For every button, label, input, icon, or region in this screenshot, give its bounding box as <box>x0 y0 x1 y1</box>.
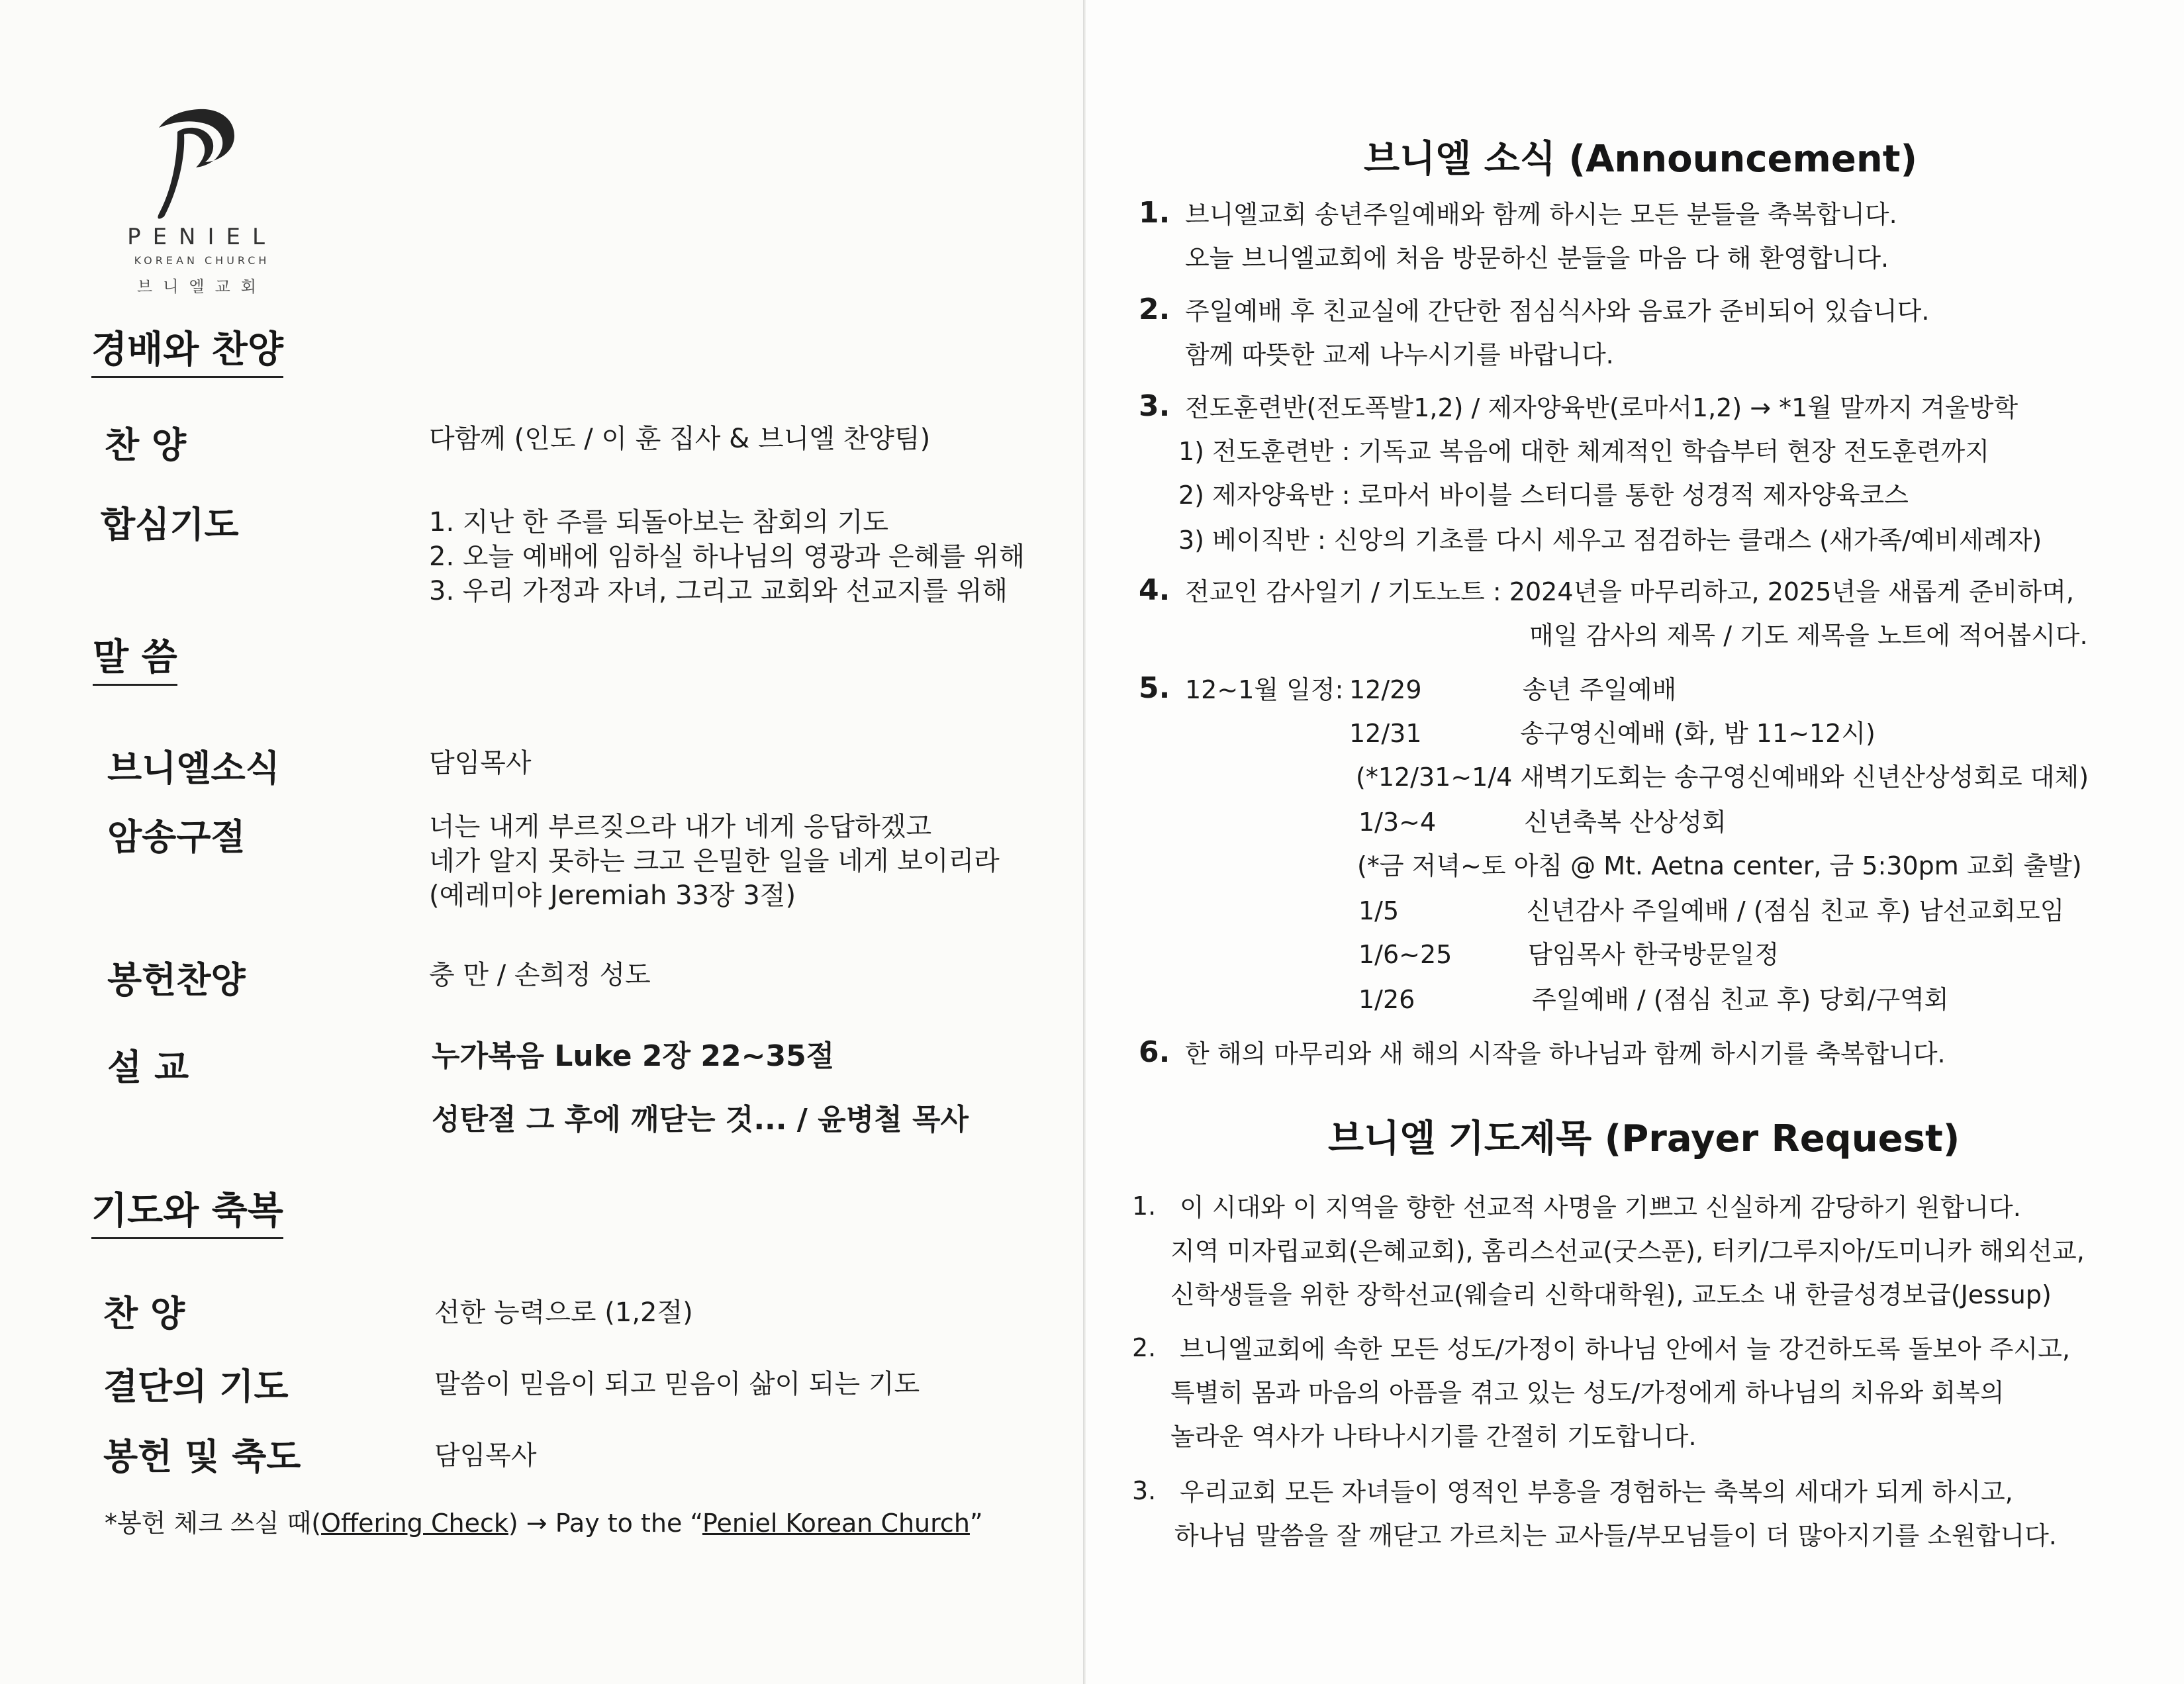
schedule-event-5: (*금 저녁~토 아침 @ Mt. Aetna center, 금 5:30pm 교회 출발) <box>1357 851 2082 880</box>
peniel-logo-icon <box>152 103 252 222</box>
announcement-1-line-2: 오늘 브니엘교회에 처음 방문하신 분들을 마음 다 해 환영합니다. <box>1185 244 1889 273</box>
section-prayer-blessing-heading: 기도와 축복 <box>91 1189 283 1239</box>
news-text: 담임목사 <box>429 748 532 778</box>
announcement-number-4: 4. <box>1139 573 1170 607</box>
announcement-2-line-2: 함께 따뜻한 교제 나누시기를 바랍니다. <box>1185 340 1614 369</box>
announcement-3-text: 전도훈련반(전도폭발1,2) / 제자양육반(로마서1,2) → *1월 말까지 겨울방학 <box>1185 393 2018 422</box>
hymn-text: 선한 능력으로 (1,2절) <box>434 1297 693 1328</box>
logo-korean: 브니엘교회 <box>137 277 267 296</box>
prayer-1-line-2: 지역 미자립교회(은혜교회), 홈리스선교(굿스푼), 터키/그루지아/도미니카 해외선교, <box>1170 1237 2085 1266</box>
logo-subtitle: KOREAN CHURCH <box>134 254 270 267</box>
hymn-label: 찬 양 <box>103 1293 185 1334</box>
blessing-text: 담임목사 <box>434 1440 537 1471</box>
schedule-date-6: 1/5 <box>1358 896 1400 925</box>
schedule-event-2: 송구영신예배 (화, 밤 11~12시) <box>1520 719 1875 748</box>
announcement-4-line-1: 전교인 감사일기 / 기도노트 : 2024년을 마무리하고, 2025년을 새롭게 준비하며, <box>1185 577 2075 606</box>
announcement-3-sub-2: 2) 제자양육반 : 로마서 바이블 스터디를 통한 성경적 제자양육코스 <box>1178 481 1909 510</box>
schedule-label: 12~1월 일정: <box>1185 675 1344 704</box>
announcement-title: 브니엘 소식 (Announcement) <box>1364 138 1918 181</box>
prayer-2-line-2: 특별히 몸과 마음의 아픔을 겪고 있는 성도/가정에게 하나님의 치유와 회복의 <box>1170 1378 2005 1407</box>
announcement-6-text: 한 해의 마무리와 새 해의 시작을 하나님과 함께 하시기를 축복합니다. <box>1185 1039 1946 1068</box>
praise-text: 다함께 (인도 / 이 훈 집사 & 브니엘 찬양팀) <box>429 424 931 454</box>
note-church-name: Peniel Korean Church <box>702 1509 970 1538</box>
announcement-3-sub-1: 1) 전도훈련반 : 기독교 복음에 대한 체계적인 학습부터 현장 전도훈련까지 <box>1178 437 1990 466</box>
schedule-event-8: 주일예배 / (점심 친교 후) 당회/구역회 <box>1532 985 1949 1014</box>
schedule-event-4: 신년축복 산상성회 <box>1524 808 1727 837</box>
schedule-date-1: 12/29 <box>1349 675 1422 704</box>
prayer-3-line-2: 하나님 말씀을 잘 깨닫고 가르치는 교사들/부모님들이 더 많아지기를 소원합니다. <box>1174 1521 2057 1550</box>
logo-name: PENIEL <box>127 224 277 250</box>
offering-song-label: 봉헌찬양 <box>107 959 246 1001</box>
announcement-number-6: 6. <box>1139 1035 1170 1069</box>
announcement-1-line-1: 브니엘교회 송년주일예배와 함께 하시는 모든 분들을 축복합니다. <box>1185 200 1897 229</box>
praise-label: 찬 양 <box>105 424 187 466</box>
prayer-3-line-1: 우리교회 모든 자녀들이 영적인 부흥을 경험하는 축복의 세대가 되게 하시고, <box>1180 1477 2013 1507</box>
prayer-number-2: 2. <box>1132 1333 1157 1362</box>
right-page <box>1086 0 2184 1684</box>
resolve-text: 말씀이 믿음이 되고 믿음이 삶이 되는 기도 <box>434 1369 920 1399</box>
announcement-number-2: 2. <box>1139 293 1170 326</box>
prayer-1-line-1: 이 시대와 이 지역을 향한 선교적 사명을 기쁘고 신실하게 감당하기 원합니다. <box>1180 1193 2021 1222</box>
note-prefix: *봉헌 체크 쓰실 때( <box>105 1509 322 1538</box>
note-offering-check: Offering Check <box>321 1509 508 1538</box>
prayer-item-3: 3. 우리 가정과 자녀, 그리고 교회와 선교지를 위해 <box>429 576 1008 606</box>
schedule-date-2: 12/31 <box>1349 719 1422 748</box>
section-word-heading: 말 씀 <box>93 635 177 686</box>
sermon-scripture: 누가복음 Luke 2장 22~35절 <box>432 1039 835 1073</box>
prayer-2-line-1: 브니엘교회에 속한 모든 성도/가정이 하나님 안에서 늘 강건하도록 돌보아 주시고, <box>1180 1334 2070 1364</box>
prayer-number-1: 1. <box>1132 1192 1157 1221</box>
schedule-event-1: 송년 주일예배 <box>1523 675 1677 704</box>
note-mid: ) → Pay to the “ <box>508 1509 702 1538</box>
verse-line-3: (예레미야 Jeremiah 33장 3절) <box>429 880 796 911</box>
prayer-label: 합심기도 <box>101 504 239 545</box>
verse-line-1: 너는 내게 부르짖으라 내가 네게 응답하겠고 <box>429 812 932 842</box>
resolve-label: 결단의 기도 <box>103 1366 289 1407</box>
prayer-item-2: 2. 오늘 예배에 임하실 하나님의 영광과 은혜를 위해 <box>429 541 1025 572</box>
announcement-2-line-1: 주일예배 후 친교실에 간단한 점심식사와 음료가 준비되어 있습니다. <box>1185 297 1930 326</box>
offering-check-note <box>105 1503 983 1539</box>
announcement-number-5: 5. <box>1139 671 1170 705</box>
announcement-number-3: 3. <box>1139 389 1170 423</box>
blessing-label: 봉헌 및 축도 <box>103 1436 301 1477</box>
verse-label: 암송구절 <box>107 816 246 858</box>
schedule-event-6: 신년감사 주일예배 / (점심 친교 후) 남선교회모임 <box>1527 896 2065 925</box>
prayer-request-title: 브니엘 기도제목 (Prayer Request) <box>1328 1117 1960 1160</box>
prayer-item-1: 1. 지난 한 주를 되돌아보는 참회의 기도 <box>429 507 889 538</box>
schedule-date-7: 1/6~25 <box>1358 940 1452 969</box>
section-worship-heading: 경배와 찬양 <box>91 328 283 378</box>
prayer-2-line-3: 놀라운 역사가 나타나시기를 간절히 기도합니다. <box>1170 1422 1697 1451</box>
schedule-event-3: (*12/31~1/4 새벽기도회는 송구영신예배와 신년산상성회로 대체) <box>1356 763 2089 792</box>
prayer-1-line-3: 신학생들을 위한 장학선교(웨슬리 신학대학원), 교도소 내 한글성경보급(Jessup) <box>1170 1280 2052 1309</box>
announcement-3-sub-3: 3) 베이직반 : 신앙의 기초를 다시 세우고 점검하는 클래스 (새가족/예비세례자) <box>1178 526 2042 555</box>
news-label: 브니엘소식 <box>107 747 280 789</box>
schedule-date-4: 1/3~4 <box>1358 808 1437 837</box>
announcement-4-line-2: 매일 감사의 제목 / 기도 제목을 노트에 적어봅시다. <box>1529 621 2088 650</box>
schedule-date-8: 1/26 <box>1358 985 1415 1014</box>
offering-song-text: 충 만 / 손희정 성도 <box>429 960 651 990</box>
verse-line-2: 네가 알지 못하는 크고 은밀한 일을 네게 보이리라 <box>429 846 1000 876</box>
left-page <box>0 0 1086 1684</box>
sermon-label: 설 교 <box>107 1047 189 1088</box>
announcement-number-1: 1. <box>1139 196 1170 230</box>
note-end: ” <box>969 1509 983 1538</box>
schedule-event-7: 담임목사 한국방문일정 <box>1528 940 1780 969</box>
prayer-number-3: 3. <box>1132 1476 1157 1505</box>
sermon-title: 성탄절 그 후에 깨닫는 것... / 윤병철 목사 <box>432 1103 969 1137</box>
